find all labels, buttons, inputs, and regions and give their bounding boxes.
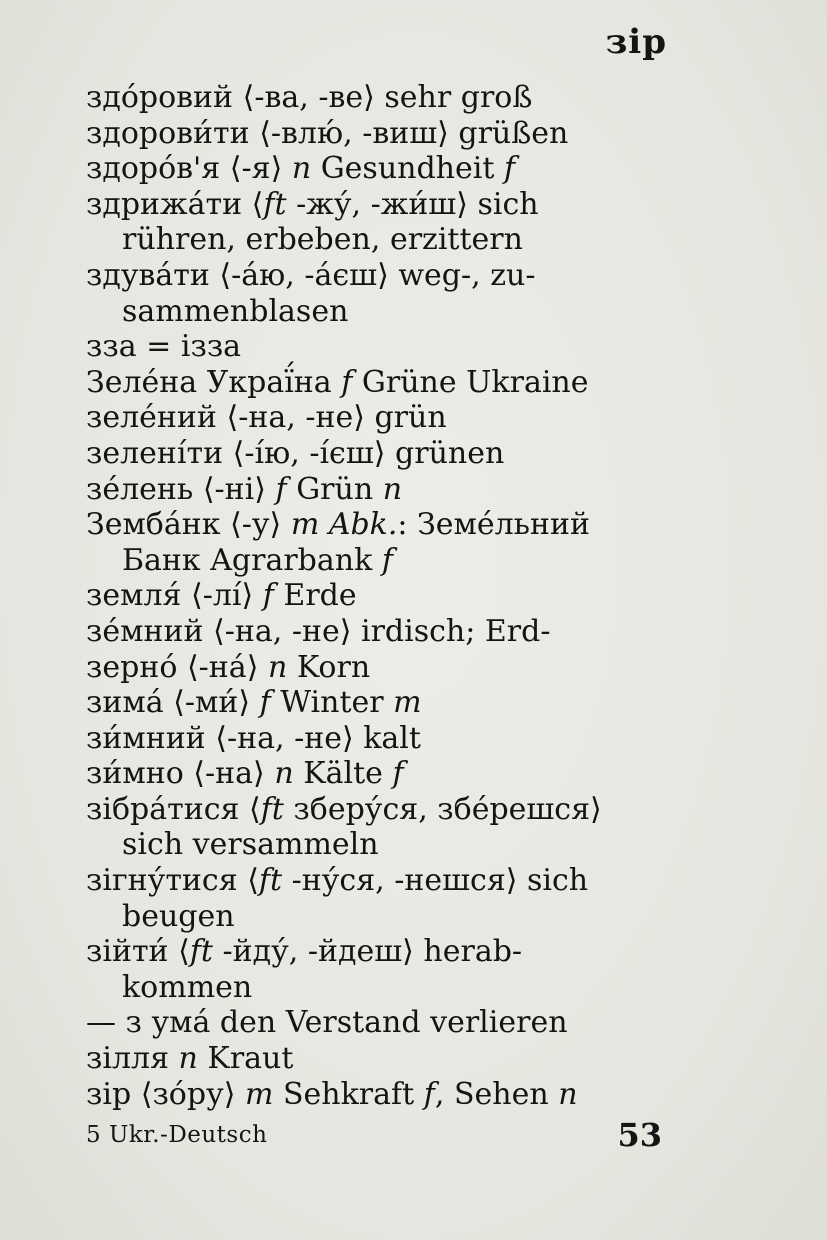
dictionary-entry: земля́ ⟨-лí⟩ f Erde: [86, 578, 357, 614]
dictionary-entry: зеленíти ⟨-íю, -íєш⟩ grünen: [86, 435, 505, 471]
dictionary-entry: здорóв'я ⟨-я⟩ n Gesundheit f: [86, 151, 516, 187]
running-head: зір: [605, 22, 667, 62]
dictionary-entry: зимá ⟨-ми́⟩ f Winter m: [86, 685, 422, 721]
dictionary-entry: зігну́тися ⟨ft -ну́ся, -нешся⟩ sich: [86, 863, 589, 899]
dictionary-entry: зéлень ⟨-ні⟩ f Grün n: [86, 471, 403, 507]
entry-continuation-line: Банк Agrarbank f: [122, 542, 393, 578]
entry-continuation-line: rühren, erbeben, erzittern: [122, 222, 523, 258]
dictionary-entry: зійти́ ⟨ft -йду́, -йдеш⟩ herab-: [86, 934, 523, 970]
dictionary-entry: здóровий ⟨-ва, -ве⟩ sehr groß: [86, 80, 533, 115]
page-number: 53: [617, 1116, 662, 1154]
dictionary-entry: зза = ізза: [86, 329, 242, 365]
dictionary-entry: зи́мно ⟨-на⟩ n Kälte f: [86, 756, 404, 792]
entry-continuation-line: beugen: [122, 898, 235, 934]
dictionary-entry: здувáти ⟨-áю, -áєш⟩ weg-, zu-: [86, 257, 536, 293]
dictionary-entry: Зембáнк ⟨-у⟩ m Abk.: Земéльний: [86, 507, 590, 543]
printer-signature: 5 Ukr.-Deutsch: [86, 1122, 268, 1148]
entry-list: [86, 80, 666, 1112]
dictionary-entry: зір ⟨зóру⟩ m Sehkraft f, Sehen n: [86, 1076, 578, 1112]
dictionary-entry: — з умá den Verstand verlieren: [86, 1005, 568, 1041]
dictionary-entry: зілля n Kraut: [86, 1041, 294, 1077]
entry-continuation-line: sich versammeln: [122, 827, 379, 863]
dictionary-entry: зібрáтися ⟨ft зберу́ся, збéрешся⟩: [86, 791, 602, 827]
dictionary-entry: зелéний ⟨-на, -не⟩ grün: [86, 400, 447, 436]
dictionary-entry: Зелéна Украї́на f Grüne Ukraine: [86, 364, 589, 400]
dictionary-entry: здорови́ти ⟨-влю́, -виш⟩ grüßen: [86, 115, 569, 151]
dictionary-entry: здрижáти ⟨ft -жу́, -жи́ш⟩ sich: [86, 186, 539, 222]
dictionary-entry: зéмний ⟨-на, -не⟩ irdisch; Erd-: [86, 613, 551, 649]
entry-continuation-line: kommen: [122, 969, 253, 1005]
dictionary-entry: зернó ⟨-нá⟩ n Korn: [86, 649, 371, 685]
dictionary-entry: зи́мний ⟨-на, -не⟩ kalt: [86, 720, 421, 756]
entry-continuation-line: sammenblasen: [122, 293, 349, 329]
